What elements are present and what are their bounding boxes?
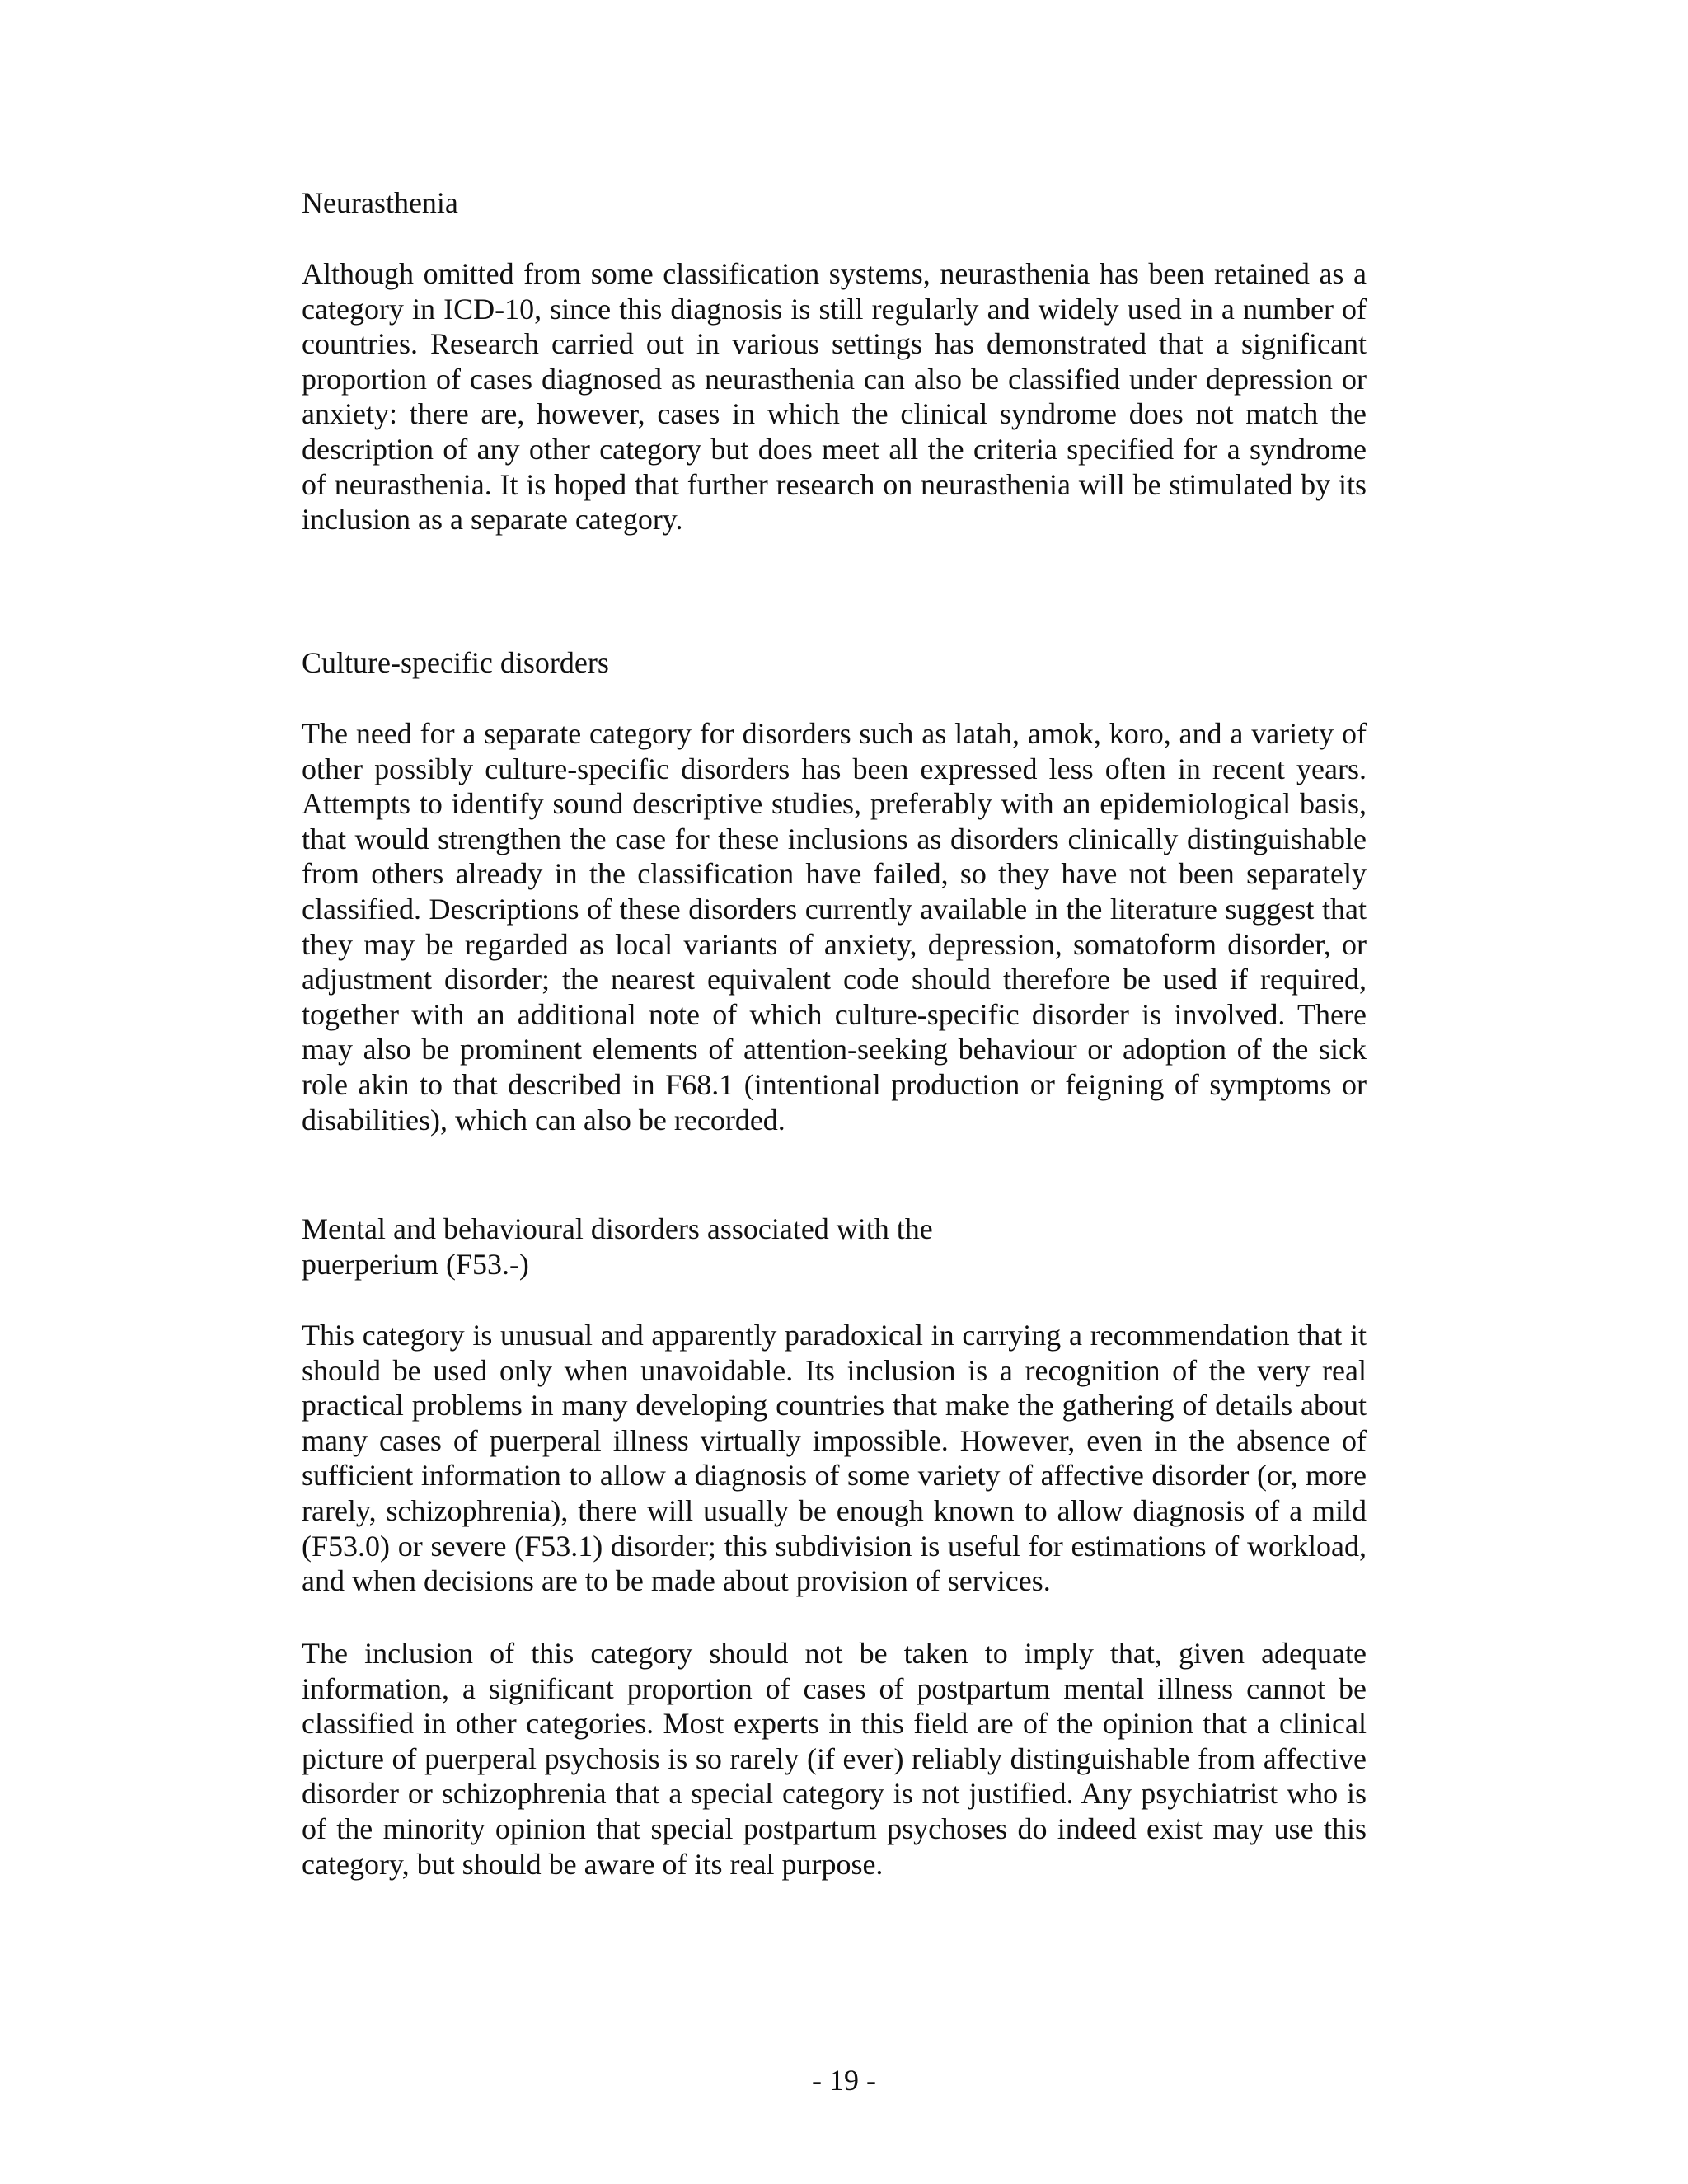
paragraph-culture-specific: The need for a separate category for disorders such as latah, amok, koro, and a variety of other possibly culture-specific disorders has been expressed less often in recent years. Attempts to identify sound descriptive studies, preferably with an epidemiological basis, that would strengthen the case for these inclusions as disorders clinically distinguishable from others already in the classification have failed, so they have not been separately classified. Descriptions of these disorders currently available in the literature suggest that they may be regarded as local variants of anxiety, depression, somatoform disorder, or adjustment disorder; the nearest equivalent code should therefore be used if required, together with an additional note of which culture-specific disorder is involved. There may also be prominent elements of attention-seeking behaviour or adoption of the sick role akin to that described in F68.1 (intentional production or feigning of symptoms or disabilities), which can also be recorded. bbox=[302, 717, 1367, 1137]
paragraph-neurasthenia: Although omitted from some classification systems, neurasthenia has been retained as a category in ICD-10, since this diagnosis is still regularly and widely used in a number of countries. Research carried out in various settings has demonstrated that a significant proportion of cases diagnosed as neurasthenia can also be classified under depression or anxiety: there are, however, cases in which the clinical syndrome does not match the description of any other category but does meet all the criteria specified for a syndrome of neurasthenia. It is hoped that further research on neurasthenia will be stimulated by its inclusion as a separate category. bbox=[302, 257, 1367, 537]
paragraph-puerperium-2: The inclusion of this category should not be taken to imply that, given adequate information, a significant proportion of cases of postpartum mental illness cannot be classified in other categories. Most experts in this field are of the opinion that a clinical picture of puerperal psychosis is so rarely (if ever) reliably distinguishable from affective disorder or schizophrenia that a special category is not justified. Any psychiatrist who is of the minority opinion that special postpartum psychoses do indeed exist may use this category, but should be aware of its real purpose. bbox=[302, 1637, 1367, 1881]
section-heading-puerperium-line1: Mental and behavioural disorders associated with the bbox=[302, 1212, 933, 1245]
section-heading-puerperium-line2: puerperium (F53.-) bbox=[302, 1247, 529, 1281]
paragraph-puerperium-1: This category is unusual and apparently paradoxical in carrying a recommendation that it should be used only when unavoidable. Its inclusion is a recognition of the very real practical problems in many developing countries that make the gathering of details about many cases of puerperal illness virtually impossible. However, even in the absence of sufficient information to allow a diagnosis of some variety of affective disorder (or, more rarely, schizophrenia), there will usually be enough known to allow diagnosis of a mild (F53.0) or severe (F53.1) disorder; this subdivision is useful for estimations of workload, and when decisions are to be made about provision of services. bbox=[302, 1319, 1367, 1598]
section-heading-culture-specific: Culture-specific disorders bbox=[302, 646, 609, 679]
page-number: - 19 - bbox=[812, 2064, 876, 2097]
section-heading-neurasthenia: Neurasthenia bbox=[302, 186, 458, 219]
section-heading-puerperium bbox=[302, 1212, 933, 1282]
